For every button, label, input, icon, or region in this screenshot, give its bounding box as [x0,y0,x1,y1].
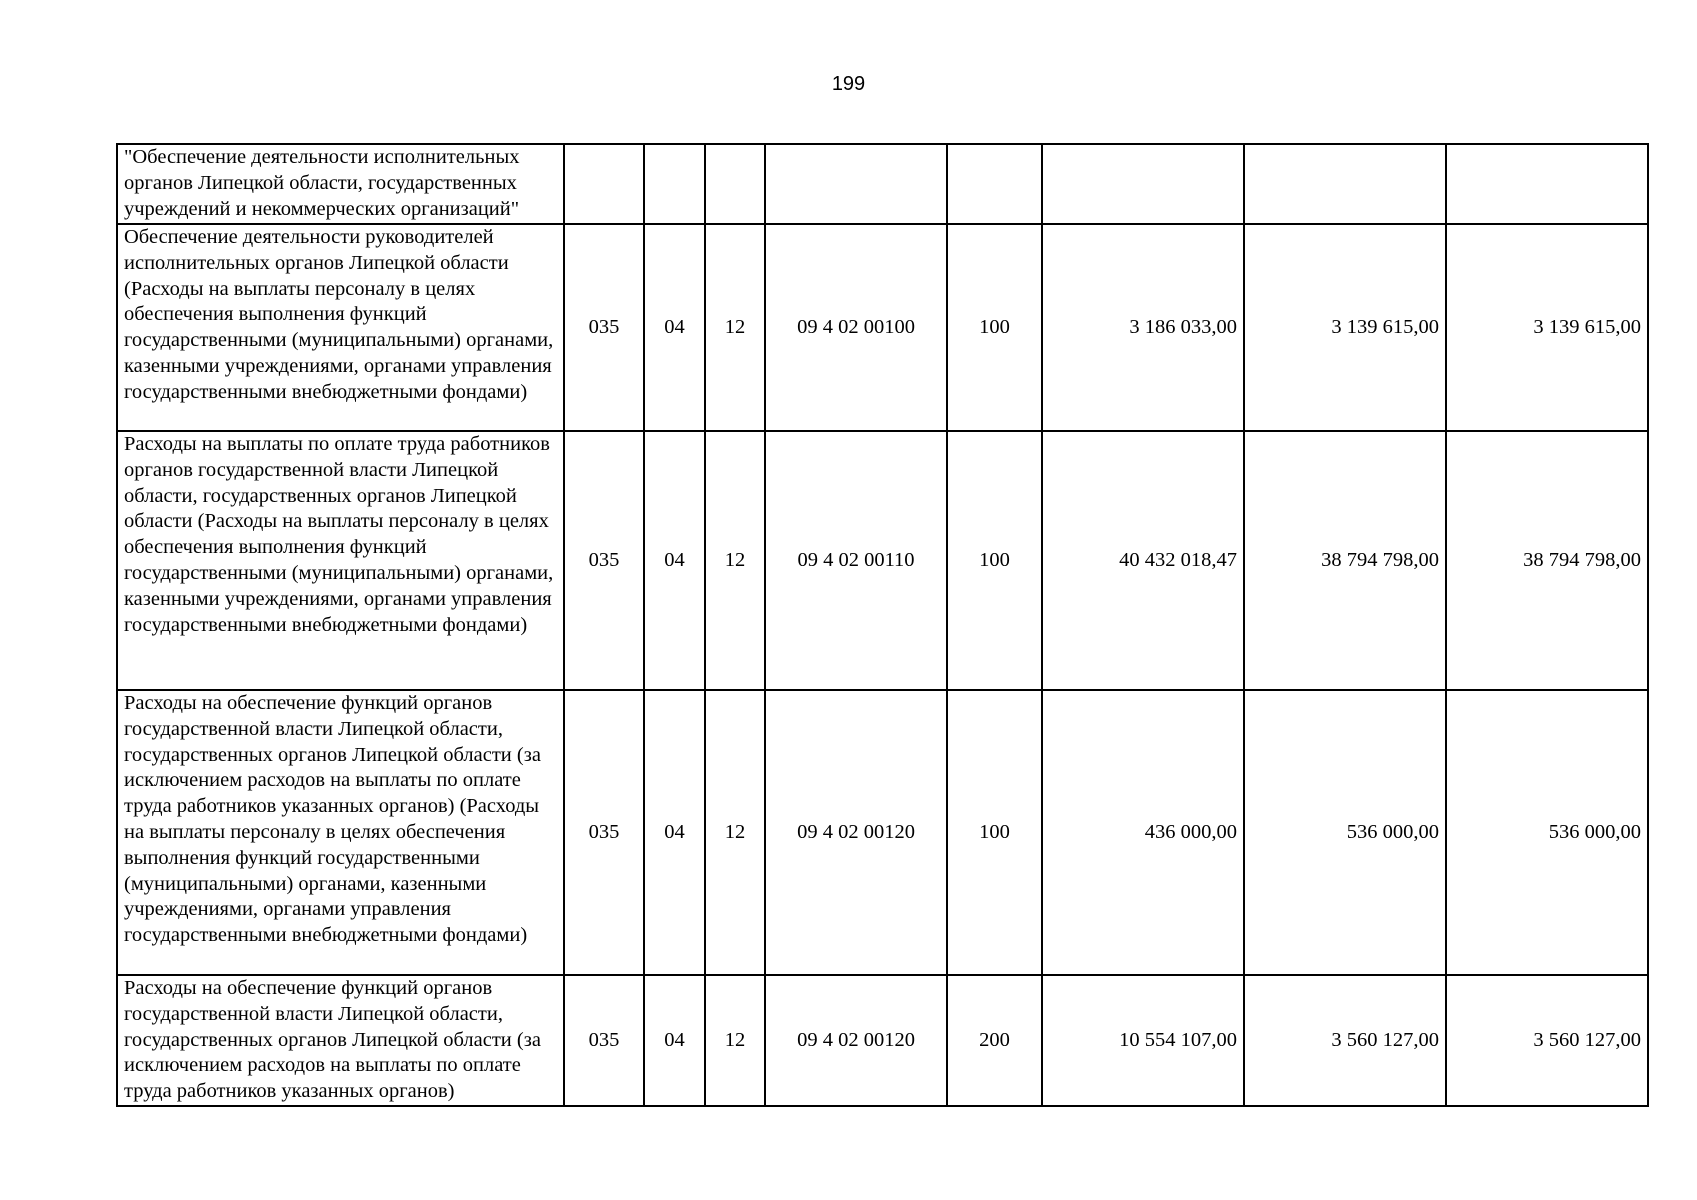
section-code: 04 [644,690,705,975]
page-number: 199 [831,73,866,95]
table-row [117,431,1648,690]
subsection-code: 12 [705,431,765,690]
row-name: Расходы на обеспечение функций органов государственной власти Липецкой области, государственных органов Липецкой области (за исключением расходов на выплаты по оплате труда работников указанных органов) [117,975,564,1106]
ministry-code [564,144,644,224]
section-code: 04 [644,431,705,690]
amount-1: 40 432 018,47 [1042,431,1244,690]
target-article-code: 09 4 02 00120 [765,975,947,1106]
subsection-code [705,144,765,224]
ministry-code: 035 [564,690,644,975]
expense-type-code: 100 [947,431,1042,690]
amount-2: 536 000,00 [1244,690,1446,975]
amount-2 [1244,144,1446,224]
section-code: 04 [644,224,705,431]
budget-table [116,143,1649,1107]
table-row [117,144,1648,224]
expense-type-code: 100 [947,224,1042,431]
row-name: "Обеспечение деятельности исполнительных органов Липецкой области, государственных учреждений и некоммерческих организаций" [117,144,564,224]
expense-type-code [947,144,1042,224]
section-code [644,144,705,224]
subsection-code: 12 [705,224,765,431]
amount-3: 38 794 798,00 [1446,431,1648,690]
target-article-code: 09 4 02 00120 [765,690,947,975]
table-row [117,224,1648,431]
amount-2: 3 560 127,00 [1244,975,1446,1106]
amount-2: 3 139 615,00 [1244,224,1446,431]
amount-3: 3 139 615,00 [1446,224,1648,431]
amount-1: 436 000,00 [1042,690,1244,975]
target-article-code: 09 4 02 00100 [765,224,947,431]
amount-2: 38 794 798,00 [1244,431,1446,690]
amount-1: 3 186 033,00 [1042,224,1244,431]
row-name: Расходы на выплаты по оплате труда работников органов государственной власти Липецкой области, государственных органов Липецкой области (Расходы на выплаты персоналу в целях обеспечения выполнения функций государственными (муниципальными) органами, казенными учреждениями, органами управления государственными внебюджетными фондами) [117,431,564,690]
amount-1 [1042,144,1244,224]
expense-type-code: 100 [947,690,1042,975]
target-article-code [765,144,947,224]
row-name: Расходы на обеспечение функций органов государственной власти Липецкой области, государственных органов Липецкой области (за исключением расходов на выплаты по оплате труда работников указанных органов) (Расходы на выплаты персоналу в целях обеспечения выполнения функций государственными (муниципальными) органами, казенными учреждениями, органами управления государственными внебюджетными фондами) [117,690,564,975]
subsection-code: 12 [705,975,765,1106]
expense-type-code: 200 [947,975,1042,1106]
ministry-code: 035 [564,224,644,431]
ministry-code: 035 [564,975,644,1106]
amount-3: 3 560 127,00 [1446,975,1648,1106]
amount-3 [1446,144,1648,224]
table-row [117,975,1648,1106]
amount-3: 536 000,00 [1446,690,1648,975]
section-code: 04 [644,975,705,1106]
row-name: Обеспечение деятельности руководителей исполнительных органов Липецкой области (Расходы на выплаты персоналу в целях обеспечения выполнения функций государственными (муниципальными) органами, казенными учреждениями, органами управления государственными внебюджетными фондами) [117,224,564,431]
amount-1: 10 554 107,00 [1042,975,1244,1106]
ministry-code: 035 [564,431,644,690]
table-row [117,690,1648,975]
subsection-code: 12 [705,690,765,975]
target-article-code: 09 4 02 00110 [765,431,947,690]
